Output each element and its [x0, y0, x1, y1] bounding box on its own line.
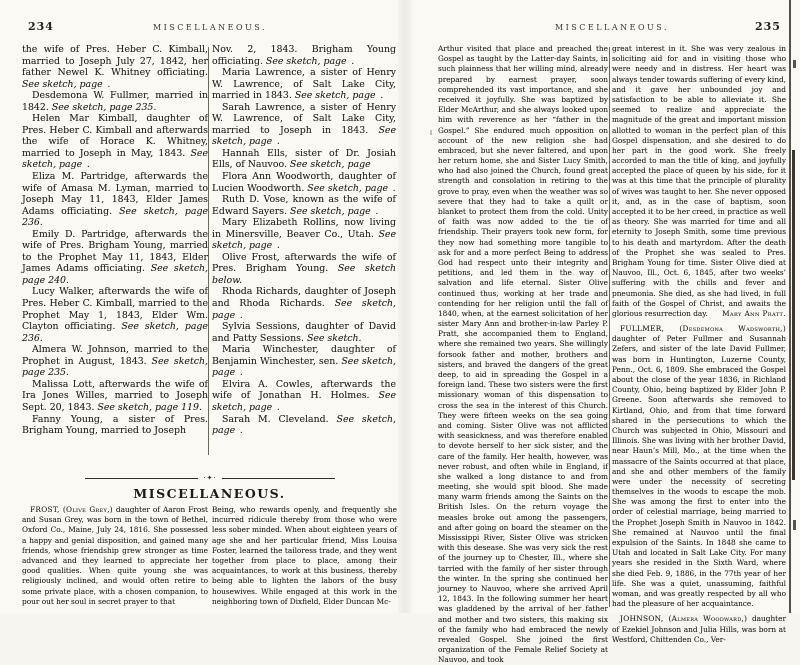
paragraph: Rhoda Richards, daughter of Joseph and Rhoda Richards. See sketch, page .	[212, 286, 396, 321]
entry-lead-name: FROST, (Olive Grey,)	[30, 505, 113, 514]
paragraph: the wife of Pres. Heber C. Kimball, married to Joseph July 27, 1842, her father Newel K. Whitney officiating. See sketch, page .	[22, 44, 208, 90]
divider-ornament-icon: ·✦·	[203, 474, 217, 482]
see-sketch-reference: See sketch, page .	[212, 228, 396, 252]
paragraph: Eliza M. Partridge, afterwards the wife of Amasa M. Lyman, married to Joseph May 11, 1843, Elder James Adams officiating. See sketch, page 236.	[22, 171, 208, 229]
see-sketch-reference: See sketch, page 236.	[22, 321, 208, 344]
paragraph: Helen Mar Kimball, daughter of Pres. Heber C. Kimball and afterwards the wife of Horace K. Whitney, married to Joseph in May, 1843. See sketch, page .	[22, 113, 208, 171]
see-sketch-reference: See sketch.	[306, 332, 362, 344]
column-rule-234	[208, 47, 209, 455]
bio-column-234-left	[22, 505, 208, 607]
paragraph: Malissa Lott, afterwards the wife of Ira Jones Willes, married to Joseph Sept. 20, 1843. See sketch, page 119.	[22, 378, 208, 413]
paragraph: Maria Lawrence, a sister of Henry W. Lawrence, of Salt Lake City, married in 1843. See sketch, page .	[212, 67, 396, 102]
paragraph: Flora Ann Woodworth, daughter of Lucien Woodworth. See sketch, page .	[212, 171, 396, 194]
see-sketch-reference: See sketch, page .	[307, 182, 396, 194]
see-sketch-reference: See sketch, page 236.	[22, 205, 208, 229]
paragraph: Fanny Young, a sister of Pres. Brigham Young, married to Joseph	[22, 413, 208, 437]
paragraph: Olive Frost, afterwards the wife of Pres. Brigham Young. See sketch below.	[212, 251, 396, 286]
column-rule-235	[609, 47, 610, 607]
paragraph: Desdemona W. Fullmer, married in 1842. See sketch, page 235.	[22, 90, 208, 113]
paragraph: Sylvia Sessions, daughter of David and Patty Sessions. See sketch.	[212, 321, 396, 344]
divider-line-right	[222, 478, 335, 479]
column-235-left	[438, 44, 608, 665]
see-sketch-reference: See sketch, page	[289, 159, 371, 171]
scan-speck	[793, 60, 796, 68]
paragraph: Ruth D. Vose, known as the wife of Edward Sayers. See sketch, page .	[212, 194, 396, 217]
column-234-left	[22, 44, 208, 437]
paragraph: Lucy Walker, afterwards the wife of Pres. Heber C. Kimball, married to the Prophet May 1, 1843, Elder Wm. Clayton officiating. See sketch, page 236.	[22, 286, 208, 344]
running-head-right: MISCELLANEOUS.	[554, 23, 670, 32]
running-head-left: MISCELLANEOUS.	[152, 23, 268, 32]
divider-line-left	[85, 478, 198, 479]
see-sketch-reference: See sketch, page 235.	[51, 101, 157, 113]
see-sketch-reference: See sketch, page .	[294, 90, 384, 102]
see-sketch-reference: See sketch, page 119.	[97, 401, 202, 413]
paragraph: JOHNSON, (Almera Woodward,) daughter of Ezekiel Johnson and Julia Hills, was born at Westford, Chittenden Co., Ver-	[612, 614, 786, 644]
see-sketch-reference: See sketch, page .	[212, 390, 396, 413]
paragraph: FROST, (Olive Grey,) daughter of Aaron Frost and Susan Grey, was born in the town of Bethel, Oxford Co., Maine, July 24, 1816. She possessed a happy and genial disposition, and gained many friends, whose friendship grew stronger as time advanced and they learned to appreciate her good qualities. When quite young she was religiously inclined, and would often retire to some private place, with a chosen companion, to pour out her soul in secret prayer to that	[22, 505, 208, 606]
book-edge-line	[789, 0, 791, 613]
scan-speck	[430, 130, 432, 135]
column-235-right	[612, 44, 786, 645]
page-number-right: 235	[755, 20, 781, 33]
paragraph: great interest in it. She was very zealous in soliciting aid for and in visiting those who were needy and in distress. Her heart was always tender towards suffering of every kind, and it gave her unbounded joy and satisfaction to be able to alleviate it. She seemed to realize and appreciate the magnitude of the great and important mission allotted to woman in the perfect plan of this Gospel dispensation, and she desired to do her part in the good work. She freely accorded to man the title of king, and joyfully accepted the place of queen by his side, for it was at this time that the principle of plurality of wives was taught to her. She never opposed it, and, as in the case of baptism, soon accepted it to be her creed, in practice as well as theory. She was married for time and all eternity to Joseph Smith, some time previous to his death and martyrdom. After the death of the Prophet she was sealed to Pres. Brigham Young for time. Sister Olive died at Nauvoo, Ill., Oct. 6, 1845, after two weeks’ suffering with the chills and fever and pneumonia. She died, as she had lived, in full faith of the Gospel of Christ, and awaits the glorious resurrection day. Mary Ann Pratt.	[612, 44, 786, 318]
paragraph: Hannah Ells, sister of Dr. Josiah Ells, of Nauvoo. See sketch, page	[212, 147, 396, 171]
bio-column-234-right	[212, 505, 397, 607]
see-sketch-reference: See sketch, page .	[22, 147, 208, 171]
see-sketch-reference: See sketch, page .	[290, 205, 379, 217]
see-sketch-reference: See sketch, page 240.	[22, 263, 209, 286]
paragraph: Sarah M. Cleveland. See sketch, page .	[212, 413, 397, 437]
paragraph: Almera W. Johnson, married to the Prophet in August, 1843. See sketch, page 235.	[22, 344, 208, 379]
section-heading: MISCELLANEOUS.	[133, 486, 286, 501]
paragraph: Maria Winchester, daughter of Benjamin Winchester, sen. See sketch, page .	[212, 344, 396, 379]
paragraph: Mary Elizabeth Rollins, now living in Minersville, Beaver Co., Utah. See sketch, page .	[212, 217, 396, 252]
paragraph: Elvira A. Cowles, afterwards the wife of Jonathan H. Holmes. See sketch, page .	[212, 378, 396, 413]
author-signature: Mary Ann Pratt.	[722, 308, 786, 318]
section-divider	[85, 475, 335, 482]
see-sketch-reference: See sketch, page .	[22, 78, 111, 90]
paragraph: Emily D. Partridge, afterwards the wife of Pres. Brigham Young, married to the Prophet May 11, 1843, Elder James Adams officiating. See sketch, page 240.	[22, 228, 209, 286]
paragraph: Arthur visited that place and preached the Gospel as taught by the Latter-day Saints, in such plainness that her willing mind, already prepared by earnest prayer, soon comprehended its vast importance, and she received it joyfully. She was baptized by Elder McArthur, and she always looked upon him with reverence as her “father in the Gospel.” She endured much opposition on account of the new religion she had embraced, but she never faltered, and upon her return home, she and Sister Lucy Smith, who had also joined the Church, found great strength and consolation in retiring to the grove to pray, even when the weather was so severe that they had to take a quilt or blanket to protect them from the cold. Unity of faith was now added to the tie of friendship. Their prayers took new form, for they now had something more tangible to ask for and a more perfect Being to address God had respect unto their integrity and petitions, and led them in the way of salvation and life eternal. Sister Olive continued thus, working at her trade and contending for her religion until the fall of 1840, when, at the earnest solicitation of her sister Mary Ann and brother-in-law Parley P. Pratt, she accompanied them to England, where she remained two years. She willingly forsook father and mother, brothers and sisters, and braved the dangers of the great deep, to aid in spreading the Gospel in a foreign land. These two sisters were the first missionary woman of this dispensation to cross the sea in the interest of this Church. They were fifteen weeks on the sea going and coming. Sister Olive was not afflicted with seasickness, and was therefore enabled to devote herself to her sick sister, and the care of the family. Her health, however, was never robust, and often while in England, if she walked a long distance to and from meeting, she would spit blood. She made many warm friends among the Saints on the British Isles. On the return voyage the measles broke out among the passengers, and after going on board the steamer on the Mississippi River, Sister Olive was stricken with this desease. She was very sick the rest of the journey up to Chester, Ill., where she tarried with the family of her sister through the winter. In the spring she continued her journey to Nauvoo, where she arrived April 12, 1843. In the following summer her heart was gladdened by the arrival of her father and mother and two sisters, this making six of the family who had embraced the newly revealed Gospel. She joined the first organization of the Female Relief Society at Nauvoo, and took	[438, 44, 608, 665]
see-sketch-reference: See sketch, page .	[265, 55, 355, 67]
scan-speck	[793, 520, 796, 530]
page-gutter-shadow	[398, 0, 412, 613]
page-number-left: 234	[28, 20, 54, 33]
entry-lead-name: JOHNSON, (Almera Woodward,)	[620, 614, 748, 624]
paragraph: Sarah Lawrence, a sister of Henry W. Lawrence, of Salt Lake City, married to Joseph in 1843. See sketch, page .	[212, 101, 396, 148]
book-edge-shadow	[792, 150, 795, 480]
see-sketch-reference: See sketch below.	[212, 263, 396, 286]
see-sketch-reference: See sketch, page .	[212, 298, 396, 321]
see-sketch-reference: See sketch, page .	[212, 355, 396, 379]
paragraph: Nov. 2, 1843. Brigham Young officiating. See sketch, page .	[212, 44, 396, 67]
see-sketch-reference: See sketch, page .	[212, 124, 396, 148]
entry-lead-name: FULLMER, (Desdemona Wadsworth,)	[620, 324, 786, 334]
paragraph: FULLMER, (Desdemona Wadsworth,) daughter of Peter Fullmer and Susannah Zefers, and sister of the late David Fullmer, was born in Huntington, Luzerne County, Penn., Oct. 6, 1809. She embraced the Gospel about the close of the year 1836, in Richland County, Ohio, being baptized by Elder John P. Greene. Soon afterwards she removed to Kirtland, Ohio, and from that time forward shared in the persecutions to which the Church was subjected in Ohio, Missouri and Illinois. She was living with her brother David, near Haun’s Mill, Mo., at the time when the massacre of the Saints occurred at that place, and she and other members of the family were under the necessity of secreting themselves in the woods to escape the mob. She was among the first to enter into the order of celestial marriage, being married to the Prophet Joseph Smith in Nauvoo in 1842. She remained at Nauvoo until the final expulsion of the Saints. In 1848 she came to Utah and located in Salt Lake City. For many years she resided in the Sixth Ward, where she died Feb. 9, 1886, in the 77th year of her life. She was a quiet, unassuming, faithful woman, and was greatly respected by all who had the pleasure of her acquaintance.	[612, 324, 786, 609]
see-sketch-reference: See sketch, page .	[212, 413, 397, 437]
see-sketch-reference: See sketch, page 235.	[22, 355, 208, 379]
paragraph: Being, who rewards openly, and frequently she incurred ridicule thereby from those who were less sober minded. When about eighteen years of age she and her particular friend, Miss Louisa Foster, learned the tailoress trade, and they went together from place to place, among their acquaintances, to work at this business, thereby being able to lighten the labors of the busy housewives. While engaged at this work in the neighboring town of Dixfield, Elder Duncan Mc-	[212, 505, 397, 606]
column-234-right	[212, 44, 396, 437]
